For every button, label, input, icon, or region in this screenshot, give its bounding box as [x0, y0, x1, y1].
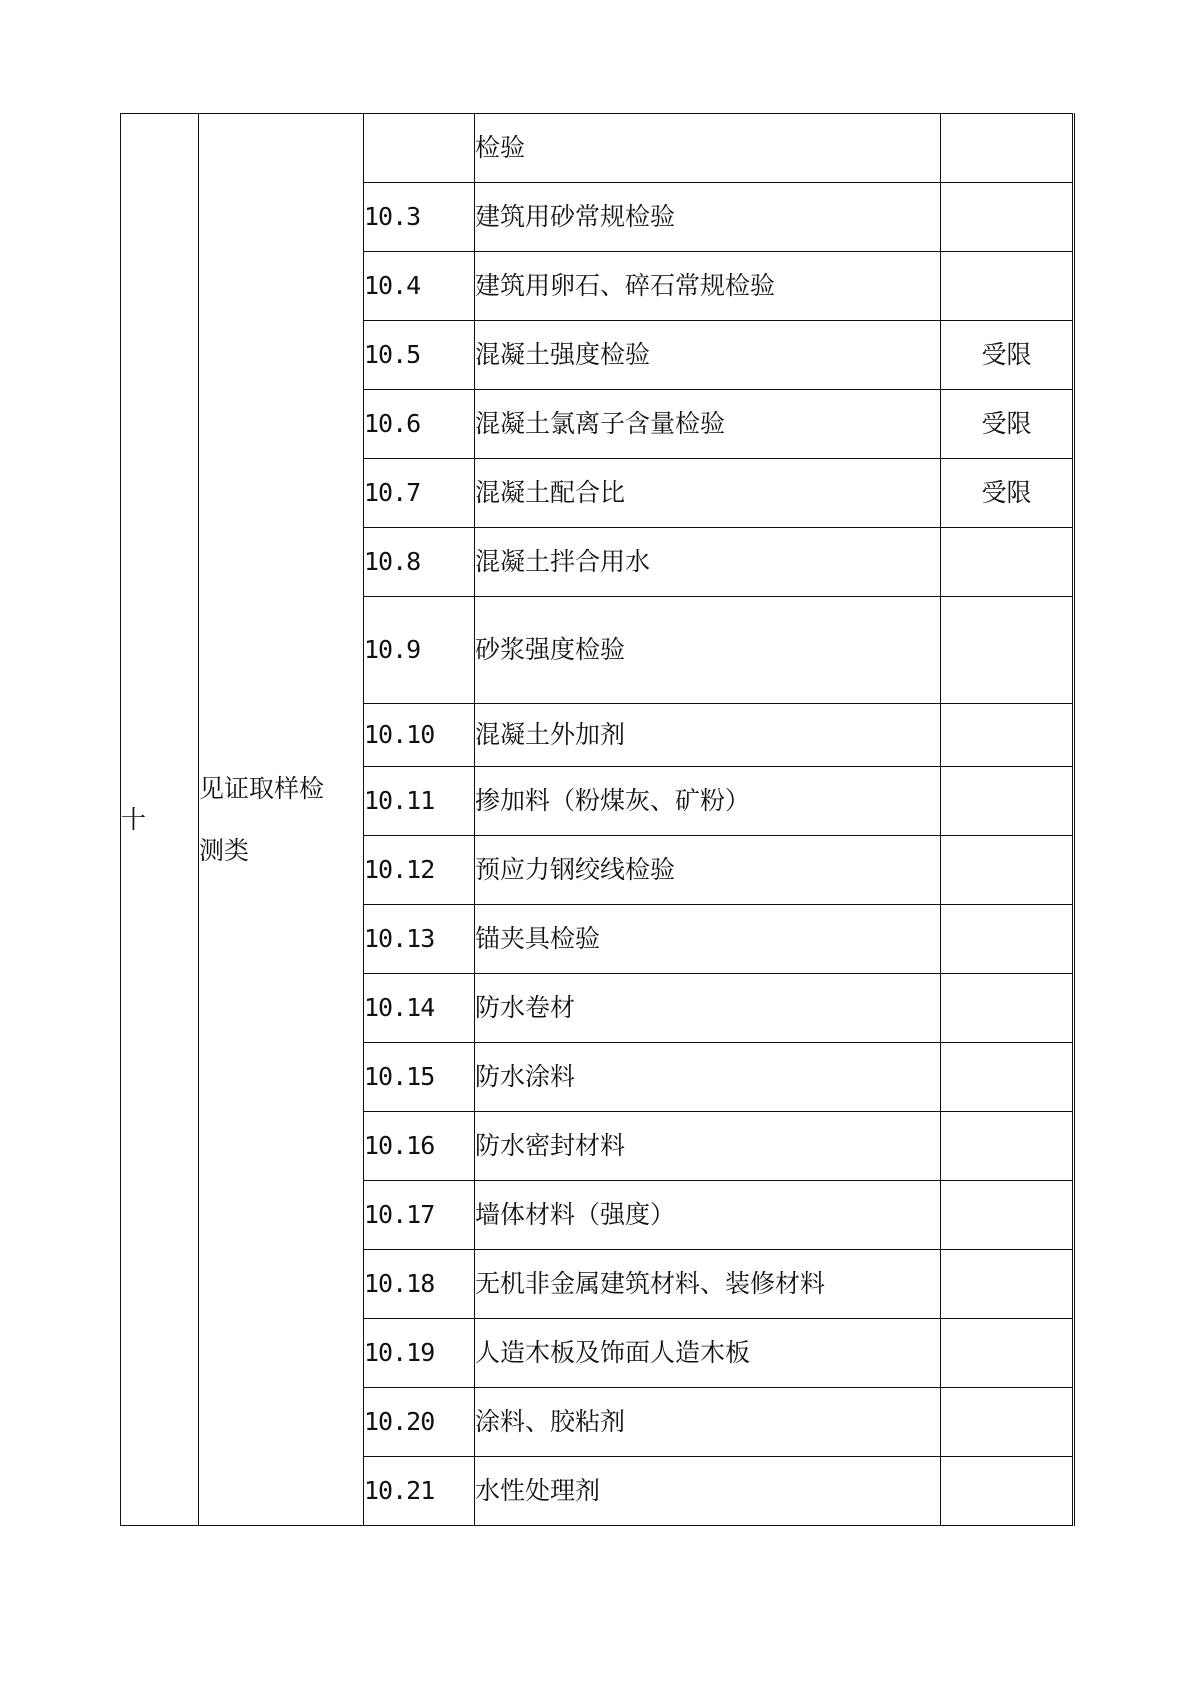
item-note: 受限 — [941, 321, 1074, 390]
item-name: 水性处理剂 — [475, 1457, 941, 1526]
item-name: 建筑用砂常规检验 — [475, 183, 941, 252]
category-number-cell — [121, 114, 199, 1526]
item-name: 混凝土配合比 — [475, 459, 941, 528]
item-note — [941, 1388, 1074, 1457]
item-code — [364, 114, 475, 183]
item-note — [941, 704, 1074, 767]
item-note — [941, 183, 1074, 252]
item-note — [941, 1043, 1074, 1112]
item-code: 10.14 — [364, 974, 475, 1043]
item-name: 涂料、胶粘剂 — [475, 1388, 941, 1457]
item-note — [941, 767, 1074, 836]
item-code: 10.6 — [364, 390, 475, 459]
item-name: 无机非金属建筑材料、装修材料 — [475, 1250, 941, 1319]
item-note — [941, 1250, 1074, 1319]
item-name: 人造木板及饰面人造木板 — [475, 1319, 941, 1388]
item-name: 砂浆强度检验 — [475, 597, 941, 704]
item-note — [941, 114, 1074, 183]
item-note — [941, 974, 1074, 1043]
item-name: 混凝土拌合用水 — [475, 528, 941, 597]
item-note — [941, 836, 1074, 905]
item-code: 10.13 — [364, 905, 475, 974]
item-code: 10.16 — [364, 1112, 475, 1181]
table-row — [121, 114, 1074, 183]
item-name: 掺加料（粉煤灰、矿粉） — [475, 767, 941, 836]
item-name: 防水卷材 — [475, 974, 941, 1043]
inspection-items-table — [120, 113, 1075, 1526]
item-note — [941, 905, 1074, 974]
item-code: 10.5 — [364, 321, 475, 390]
item-name: 墙体材料（强度） — [475, 1181, 941, 1250]
item-name: 混凝土氯离子含量检验 — [475, 390, 941, 459]
item-note: 受限 — [941, 390, 1074, 459]
item-note — [941, 597, 1074, 704]
item-code: 10.19 — [364, 1319, 475, 1388]
item-name: 预应力钢绞线检验 — [475, 836, 941, 905]
item-note — [941, 1319, 1074, 1388]
item-code: 10.12 — [364, 836, 475, 905]
category-name-line1: 见证取样检 — [199, 773, 325, 803]
item-code: 10.3 — [364, 183, 475, 252]
item-code: 10.18 — [364, 1250, 475, 1319]
item-note — [941, 1112, 1074, 1181]
item-name: 混凝土强度检验 — [475, 321, 941, 390]
item-code: 10.17 — [364, 1181, 475, 1250]
item-note — [941, 252, 1074, 321]
item-code: 10.20 — [364, 1388, 475, 1457]
item-name: 锚夹具检验 — [475, 905, 941, 974]
item-note — [941, 1457, 1074, 1526]
item-name: 检验 — [475, 114, 941, 183]
category-name-cell — [199, 114, 364, 1526]
item-code: 10.11 — [364, 767, 475, 836]
item-code: 10.9 — [364, 597, 475, 704]
category-name-line2: 测类 — [199, 835, 250, 865]
item-name: 混凝土外加剂 — [475, 704, 941, 767]
category-number: 十 — [121, 804, 147, 834]
item-code: 10.8 — [364, 528, 475, 597]
item-code: 10.15 — [364, 1043, 475, 1112]
item-code: 10.10 — [364, 704, 475, 767]
item-name: 防水密封材料 — [475, 1112, 941, 1181]
item-note — [941, 528, 1074, 597]
table-body — [121, 114, 1074, 1526]
item-name: 防水涂料 — [475, 1043, 941, 1112]
item-note — [941, 1181, 1074, 1250]
item-code: 10.7 — [364, 459, 475, 528]
item-code: 10.21 — [364, 1457, 475, 1526]
item-name: 建筑用卵石、碎石常规检验 — [475, 252, 941, 321]
item-code: 10.4 — [364, 252, 475, 321]
item-note: 受限 — [941, 459, 1074, 528]
